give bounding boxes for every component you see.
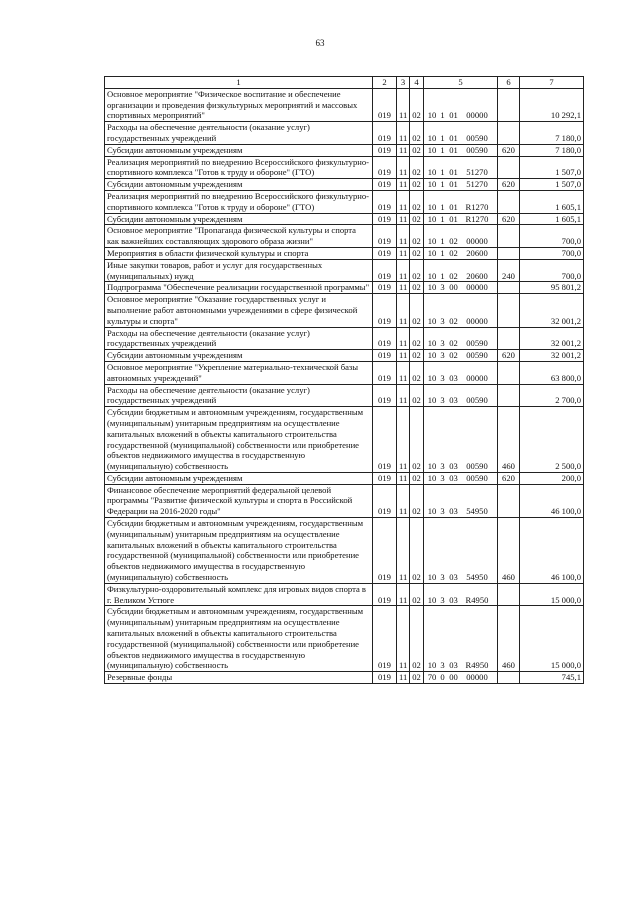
section-code: 11 [397, 190, 410, 213]
target-article-segment: 00590 [466, 472, 488, 483]
subsection-code: 02 [410, 384, 424, 407]
subsection-code: 02 [410, 672, 424, 684]
ministry-code: 019 [373, 518, 397, 584]
header-col-3: 3 [397, 77, 410, 89]
subsection-code: 02 [410, 518, 424, 584]
target-article-segment: 70 [427, 672, 437, 683]
target-article-segment: 3 [440, 395, 445, 406]
ministry-code: 019 [373, 213, 397, 225]
target-article-segment: 3 [440, 372, 445, 383]
section-code: 11 [397, 213, 410, 225]
target-article-segment: 00000 [466, 236, 488, 247]
expense-type-code [498, 122, 520, 145]
subsection-code: 02 [410, 247, 424, 259]
subsection-code: 02 [410, 407, 424, 473]
section-code: 11 [397, 472, 410, 484]
item-name: Расходы на обеспечение деятельности (оказание услуг) государственных учреждений [105, 122, 373, 145]
target-article-segment: 1 [440, 213, 445, 224]
expense-type-code: 460 [498, 606, 520, 672]
ministry-code: 019 [373, 407, 397, 473]
target-article-segment: 1 [440, 132, 445, 143]
target-article-segment: 3 [440, 461, 445, 472]
target-article-segment: 3 [440, 572, 445, 583]
target-article-code [424, 294, 498, 327]
target-article-segment: 0 [440, 672, 445, 683]
ministry-code: 019 [373, 88, 397, 121]
table-row [105, 88, 584, 121]
subsection-code: 02 [410, 294, 424, 327]
table-row [105, 247, 584, 259]
section-code: 11 [397, 350, 410, 362]
ministry-code: 019 [373, 156, 397, 179]
table-row [105, 350, 584, 362]
target-article-segment: 3 [440, 594, 445, 605]
item-name: Подпрограмма "Обеспечение реализации государственной программы" [105, 282, 373, 294]
target-article-segment: 10 [427, 247, 437, 258]
item-name: Иные закупки товаров, работ и услуг для государственных (муниципальных) нужд [105, 259, 373, 282]
target-article-segment: 10 [427, 270, 437, 281]
expense-type-code [498, 247, 520, 259]
target-article-segment: 03 [449, 372, 458, 383]
target-article-code [424, 327, 498, 350]
item-name: Реализация мероприятий по внедрению Всероссийского физкультурно-спортивного комплекса "Готов к труду и обороне" (ГТО) [105, 190, 373, 213]
section-code: 11 [397, 583, 410, 606]
ministry-code: 019 [373, 179, 397, 191]
target-article-segment: 10 [427, 144, 437, 155]
subsection-code: 02 [410, 213, 424, 225]
section-code: 11 [397, 606, 410, 672]
amount: 32 001,2 [520, 294, 584, 327]
target-article-segment: 10 [427, 395, 437, 406]
amount: 2 700,0 [520, 384, 584, 407]
subsection-code: 02 [410, 472, 424, 484]
amount: 1 507,0 [520, 179, 584, 191]
target-article-segment: 02 [449, 236, 458, 247]
table-row [105, 472, 584, 484]
target-article-segment: 20600 [466, 247, 488, 258]
amount: 95 801,2 [520, 282, 584, 294]
target-article-code [424, 156, 498, 179]
expense-type-code [498, 88, 520, 121]
target-article-segment: 01 [449, 201, 458, 212]
ministry-code: 019 [373, 672, 397, 684]
expense-type-code [498, 361, 520, 384]
ministry-code: 019 [373, 583, 397, 606]
target-article-segment: 10 [427, 315, 437, 326]
amount: 7 180,0 [520, 122, 584, 145]
target-article-code [424, 350, 498, 362]
target-article-segment: 00590 [466, 144, 488, 155]
target-article-segment: 10 [427, 167, 437, 178]
amount: 700,0 [520, 225, 584, 248]
target-article-segment: 10 [427, 372, 437, 383]
header-col-7: 7 [520, 77, 584, 89]
amount: 700,0 [520, 247, 584, 259]
target-article-code [424, 384, 498, 407]
target-article-code [424, 583, 498, 606]
target-article-segment: R4950 [465, 594, 489, 605]
section-code: 11 [397, 179, 410, 191]
target-article-segment: 03 [449, 660, 458, 671]
target-article-segment: 00 [449, 672, 458, 683]
target-article-code [424, 484, 498, 517]
target-article-segment: 00590 [466, 132, 488, 143]
target-article-segment: 02 [449, 270, 458, 281]
target-article-segment: 10 [427, 132, 437, 143]
page-number: 63 [315, 38, 325, 48]
expense-type-code [498, 583, 520, 606]
item-name: Расходы на обеспечение деятельности (оказание услуг) государственных учреждений [105, 384, 373, 407]
amount: 46 100,0 [520, 484, 584, 517]
target-article-segment: 00 [449, 282, 458, 293]
target-article-segment: 00000 [466, 672, 488, 683]
subsection-code: 02 [410, 606, 424, 672]
target-article-code [424, 472, 498, 484]
ministry-code: 019 [373, 225, 397, 248]
ministry-code: 019 [373, 247, 397, 259]
expense-type-code: 240 [498, 259, 520, 282]
table-body [105, 88, 584, 683]
target-article-code [424, 213, 498, 225]
expense-type-code: 460 [498, 518, 520, 584]
subsection-code: 02 [410, 259, 424, 282]
target-article-segment: 10 [427, 572, 437, 583]
ministry-code: 019 [373, 122, 397, 145]
target-article-segment: R4950 [465, 660, 489, 671]
section-code: 11 [397, 518, 410, 584]
expense-type-code [498, 484, 520, 517]
target-article-segment: 3 [440, 282, 445, 293]
target-article-segment: 00000 [466, 110, 488, 121]
expense-type-code: 620 [498, 472, 520, 484]
target-article-code [424, 361, 498, 384]
expense-type-code [498, 282, 520, 294]
amount: 1 507,0 [520, 156, 584, 179]
section-code: 11 [397, 122, 410, 145]
section-code: 11 [397, 294, 410, 327]
subsection-code: 02 [410, 122, 424, 145]
ministry-code: 019 [373, 294, 397, 327]
target-article-segment: 10 [427, 660, 437, 671]
table-row [105, 259, 584, 282]
target-article-code [424, 179, 498, 191]
table-row [105, 327, 584, 350]
amount: 200,0 [520, 472, 584, 484]
item-name: Мероприятия в области физической культуры и спорта [105, 247, 373, 259]
target-article-code [424, 518, 498, 584]
target-article-code [424, 672, 498, 684]
target-article-segment: 10 [427, 461, 437, 472]
target-article-segment: 00590 [466, 395, 488, 406]
amount: 32 001,2 [520, 350, 584, 362]
table-row [105, 225, 584, 248]
target-article-code [424, 407, 498, 473]
target-article-code [424, 190, 498, 213]
section-code: 11 [397, 407, 410, 473]
target-article-code [424, 606, 498, 672]
target-article-segment: 00000 [466, 315, 488, 326]
target-article-segment: 1 [440, 110, 445, 121]
item-name: Реализация мероприятий по внедрению Всероссийского физкультурно-спортивного комплекса "Готов к труду и обороне" (ГТО) [105, 156, 373, 179]
item-name: Основное мероприятие "Укрепление материально-технической базы автономных учреждений" [105, 361, 373, 384]
ministry-code: 019 [373, 282, 397, 294]
target-article-segment: 10 [427, 282, 437, 293]
item-name: Субсидии автономным учреждениям [105, 213, 373, 225]
expense-type-code [498, 156, 520, 179]
table-row [105, 518, 584, 584]
target-article-code [424, 144, 498, 156]
target-article-segment: 1 [440, 167, 445, 178]
target-article-segment: 10 [427, 236, 437, 247]
table-row [105, 384, 584, 407]
item-name: Субсидии автономным учреждениям [105, 144, 373, 156]
target-article-segment: 3 [440, 660, 445, 671]
subsection-code: 02 [410, 583, 424, 606]
table-row [105, 583, 584, 606]
target-article-code [424, 122, 498, 145]
budget-table [104, 76, 584, 684]
target-article-segment: 02 [449, 247, 458, 258]
target-article-segment: 01 [449, 167, 458, 178]
table-row [105, 122, 584, 145]
target-article-segment: 3 [440, 506, 445, 517]
target-article-code [424, 259, 498, 282]
target-article-segment: 00000 [466, 372, 488, 383]
target-article-code [424, 225, 498, 248]
table-row [105, 484, 584, 517]
target-article-segment: 1 [440, 270, 445, 281]
target-article-segment: 51270 [466, 179, 488, 190]
header-col-2: 2 [373, 77, 397, 89]
table-row [105, 213, 584, 225]
header-row [105, 77, 584, 89]
item-name: Субсидии бюджетным и автономным учреждениям, государственным (муниципальным) унитарным предприятиям на осуществление капитальных вложений в объекты капитального строительства государственной (муниципальной) собственности или приобретение объектов недвижимого имущества в государственную (муниципальную) собственность [105, 518, 373, 584]
amount: 10 292,1 [520, 88, 584, 121]
section-code: 11 [397, 259, 410, 282]
section-code: 11 [397, 156, 410, 179]
target-article-segment: 00000 [466, 282, 488, 293]
subsection-code: 02 [410, 282, 424, 294]
target-article-segment: 1 [440, 144, 445, 155]
subsection-code: 02 [410, 350, 424, 362]
subsection-code: 02 [410, 156, 424, 179]
expense-type-code: 620 [498, 213, 520, 225]
target-article-segment: R1270 [465, 213, 489, 224]
item-name: Субсидии автономным учреждениям [105, 179, 373, 191]
target-article-segment: 03 [449, 572, 458, 583]
target-article-segment: 02 [449, 338, 458, 349]
ministry-code: 019 [373, 190, 397, 213]
header-col-5: 5 [424, 77, 498, 89]
expense-type-code [498, 294, 520, 327]
target-article-segment: 10 [427, 472, 437, 483]
target-article-segment: 03 [449, 472, 458, 483]
target-article-segment: 10 [427, 338, 437, 349]
section-code: 11 [397, 247, 410, 259]
section-code: 11 [397, 484, 410, 517]
target-article-code [424, 88, 498, 121]
target-article-segment: 20600 [466, 270, 488, 281]
section-code: 11 [397, 88, 410, 121]
table-row [105, 672, 584, 684]
amount: 7 180,0 [520, 144, 584, 156]
target-article-segment: 03 [449, 395, 458, 406]
ministry-code: 019 [373, 472, 397, 484]
subsection-code: 02 [410, 361, 424, 384]
subsection-code: 02 [410, 484, 424, 517]
expense-type-code: 620 [498, 179, 520, 191]
item-name: Субсидии бюджетным и автономным учреждениям, государственным (муниципальным) унитарным предприятиям на осуществление капитальных вложений в объекты капитального строительства государственной (муниципальной) собственности или приобретение объектов недвижимого имущества в государственную (муниципальную) собственность [105, 407, 373, 473]
item-name: Расходы на обеспечение деятельности (оказание услуг) государственных учреждений [105, 327, 373, 350]
target-article-segment: 10 [427, 506, 437, 517]
target-article-segment: 3 [440, 350, 445, 361]
ministry-code: 019 [373, 350, 397, 362]
table-row [105, 361, 584, 384]
target-article-segment: 00590 [466, 338, 488, 349]
target-article-segment: 10 [427, 213, 437, 224]
target-article-segment: 10 [427, 350, 437, 361]
table-row [105, 156, 584, 179]
target-article-segment: 3 [440, 315, 445, 326]
section-code: 11 [397, 282, 410, 294]
target-article-segment: R1270 [465, 201, 489, 212]
item-name: Основное мероприятие "Физическое воспитание и обеспечение организации и проведения физкультурных мероприятий и массовых спортивных мероприятий" [105, 88, 373, 121]
expense-type-code [498, 327, 520, 350]
amount: 2 500,0 [520, 407, 584, 473]
amount: 1 605,1 [520, 190, 584, 213]
item-name: Основное мероприятие "Оказание государственных услуг и выполнение работ автономными учреждениями в сфере физической культуры и спорта" [105, 294, 373, 327]
header-col-1: 1 [105, 77, 373, 89]
target-article-segment: 10 [427, 110, 437, 121]
subsection-code: 02 [410, 327, 424, 350]
ministry-code: 019 [373, 327, 397, 350]
ministry-code: 019 [373, 361, 397, 384]
target-article-segment: 01 [449, 132, 458, 143]
item-name: Физкультурно-оздоровительный комплекс для игровых видов спорта в г. Великом Устюге [105, 583, 373, 606]
target-article-segment: 01 [449, 110, 458, 121]
target-article-segment: 10 [427, 594, 437, 605]
item-name: Субсидии автономным учреждениям [105, 350, 373, 362]
target-article-segment: 54950 [466, 572, 488, 583]
target-article-segment: 03 [449, 594, 458, 605]
target-article-segment: 03 [449, 506, 458, 517]
item-name: Финансовое обеспечение мероприятий федеральной целевой программы "Развитие физической культуры и спорта в Российской Федерации на 2016-2020 годы" [105, 484, 373, 517]
subsection-code: 02 [410, 225, 424, 248]
target-article-segment: 02 [449, 315, 458, 326]
section-code: 11 [397, 225, 410, 248]
item-name: Субсидии автономным учреждениям [105, 472, 373, 484]
amount: 15 000,0 [520, 583, 584, 606]
amount: 32 001,2 [520, 327, 584, 350]
target-article-segment: 03 [449, 461, 458, 472]
ministry-code: 019 [373, 606, 397, 672]
amount: 745,1 [520, 672, 584, 684]
ministry-code: 019 [373, 144, 397, 156]
table-row [105, 606, 584, 672]
item-name: Основное мероприятие "Пропаганда физической культуры и спорта как важнейших составляющих здорового образа жизни" [105, 225, 373, 248]
expense-type-code: 620 [498, 350, 520, 362]
section-code: 11 [397, 327, 410, 350]
table-row [105, 282, 584, 294]
target-article-segment: 01 [449, 213, 458, 224]
target-article-segment: 51270 [466, 167, 488, 178]
target-article-segment: 02 [449, 350, 458, 361]
target-article-segment: 1 [440, 201, 445, 212]
expense-type-code [498, 672, 520, 684]
table-row [105, 179, 584, 191]
header-col-6: 6 [498, 77, 520, 89]
expense-type-code [498, 384, 520, 407]
table-row [105, 294, 584, 327]
amount: 15 000,0 [520, 606, 584, 672]
expense-type-code [498, 225, 520, 248]
header-col-4: 4 [410, 77, 424, 89]
target-article-segment: 00590 [466, 461, 488, 472]
expense-type-code [498, 190, 520, 213]
section-code: 11 [397, 672, 410, 684]
target-article-segment: 1 [440, 179, 445, 190]
target-article-segment: 01 [449, 144, 458, 155]
expense-type-code: 620 [498, 144, 520, 156]
target-article-segment: 3 [440, 338, 445, 349]
target-article-segment: 10 [427, 201, 437, 212]
ministry-code: 019 [373, 384, 397, 407]
table-row [105, 190, 584, 213]
ministry-code: 019 [373, 259, 397, 282]
target-article-segment: 00590 [466, 350, 488, 361]
target-article-segment: 3 [440, 472, 445, 483]
table-row [105, 407, 584, 473]
amount: 1 605,1 [520, 213, 584, 225]
subsection-code: 02 [410, 179, 424, 191]
target-article-segment: 01 [449, 179, 458, 190]
item-name: Резервные фонды [105, 672, 373, 684]
target-article-segment: 1 [440, 236, 445, 247]
ministry-code: 019 [373, 484, 397, 517]
item-name: Субсидии бюджетным и автономным учреждениям, государственным (муниципальным) унитарным предприятиям на осуществление капитальных вложений в объекты капитального строительства государственной (муниципальной) собственности или приобретение объектов недвижимого имущества в государственную (муниципальную) собственность [105, 606, 373, 672]
section-code: 11 [397, 361, 410, 384]
amount: 63 800,0 [520, 361, 584, 384]
target-article-segment: 10 [427, 179, 437, 190]
subsection-code: 02 [410, 190, 424, 213]
amount: 46 100,0 [520, 518, 584, 584]
target-article-code [424, 282, 498, 294]
subsection-code: 02 [410, 144, 424, 156]
target-article-code [424, 247, 498, 259]
expense-type-code: 460 [498, 407, 520, 473]
target-article-segment: 54950 [466, 506, 488, 517]
subsection-code: 02 [410, 88, 424, 121]
table-row [105, 144, 584, 156]
section-code: 11 [397, 144, 410, 156]
amount: 700,0 [520, 259, 584, 282]
target-article-segment: 1 [440, 247, 445, 258]
section-code: 11 [397, 384, 410, 407]
